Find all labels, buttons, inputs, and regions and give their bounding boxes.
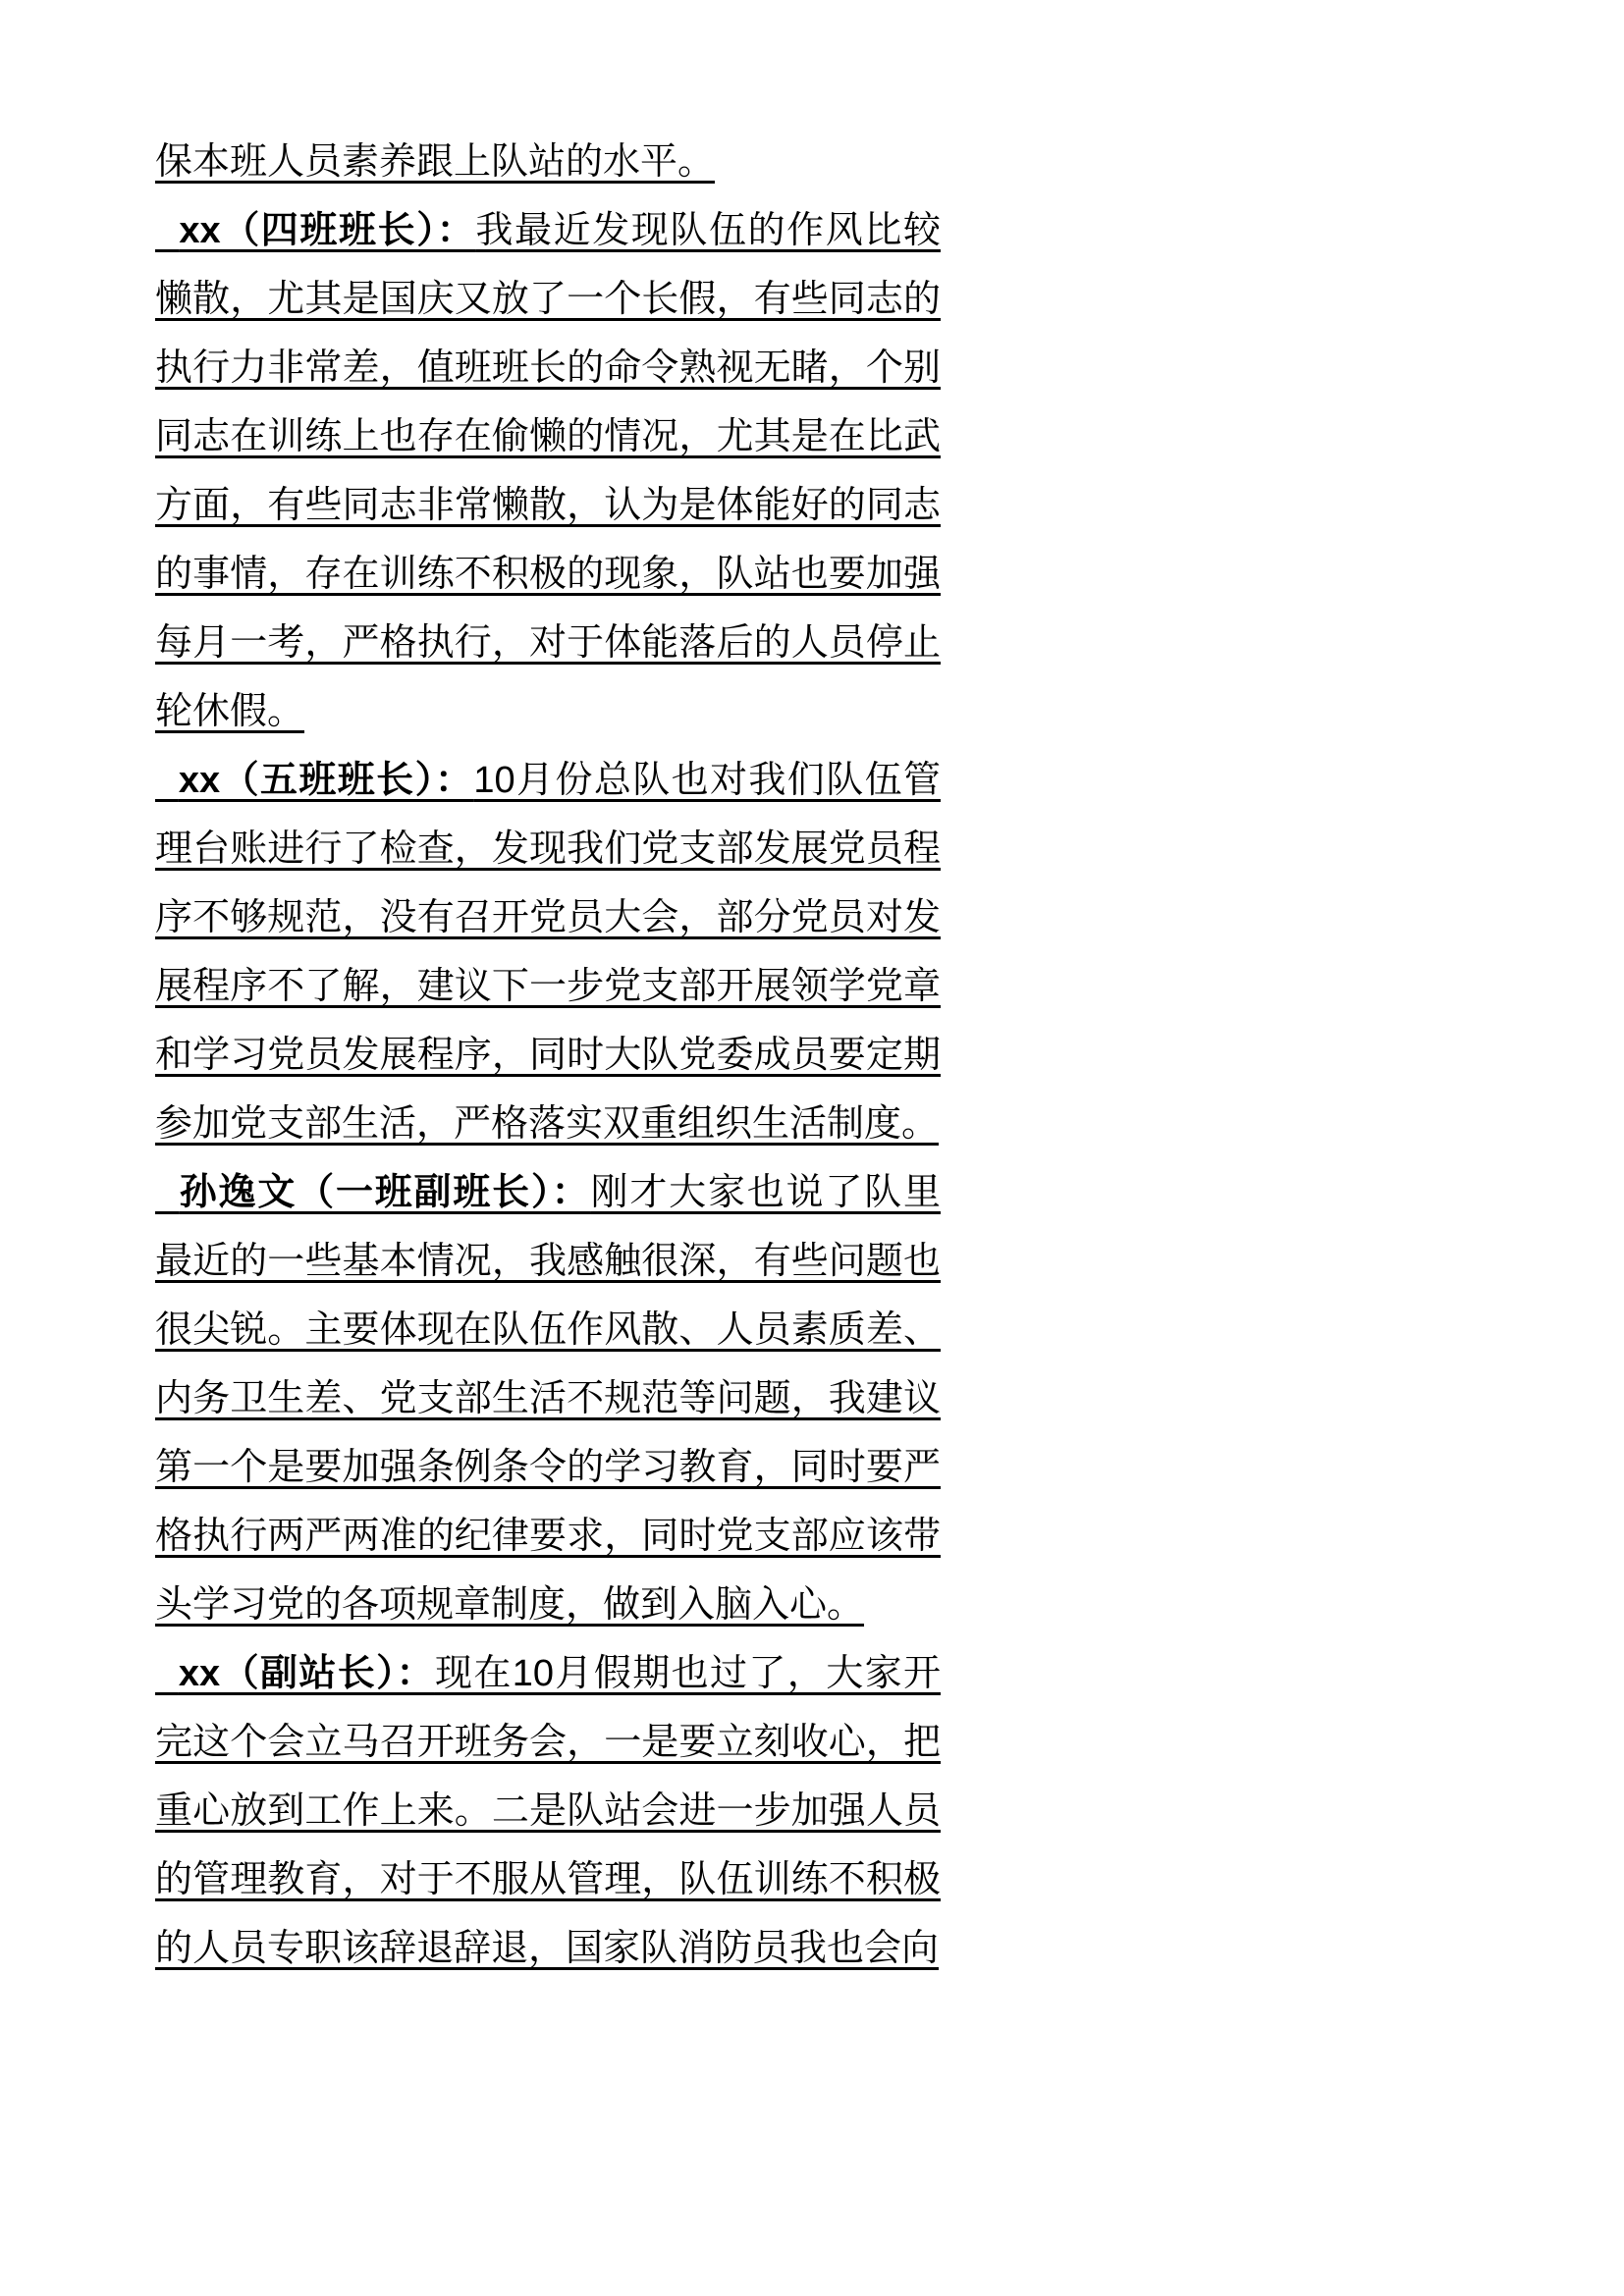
paragraph-continuation (155, 128, 941, 196)
paragraph-sun-yiwen (155, 1158, 941, 1639)
speaker-spacer (155, 210, 179, 251)
paragraph-fourth-squad-leader (155, 196, 941, 746)
speaker-spacer (155, 760, 179, 801)
paragraph-text: 保本班人员素养跟上队站的水平。 (155, 141, 716, 183)
paragraph-text: 10月份总队也对我们队伍管理台账进行了检查，发现我们党支部发展党员程序不够规范，没有召开党员大会，部分党员对发展程序不了解，建议下一步党支部开展领学党章和学习党员发展程序，同时大队党委成员要定期参加党支部生活，严格落实双重组织生活制度。 (155, 760, 941, 1145)
paragraph-fifth-squad-leader (155, 746, 941, 1158)
speaker-label: 孙逸文（一班副班长）： (179, 1172, 591, 1213)
speaker-label: xx（五班班长）： (178, 760, 474, 801)
paragraph-deputy-station-chief (155, 1639, 941, 1983)
document-body (155, 128, 941, 1983)
paragraph-text: 现在10月假期也过了，大家开完这个会立马召开班务会，一是要立刻收心，把重心放到工作上来。二是队站会进一步加强人员的管理教育，对于不服从管理，队伍训练不积极的人员专职该辞退辞退，国家队消防员我也会向 (155, 1653, 941, 1969)
speaker-spacer (155, 1172, 180, 1213)
speaker-spacer (155, 1653, 179, 1694)
speaker-label: xx（四班班长）： (179, 210, 476, 251)
paragraph-text: 刚才大家也说了队里最近的一些基本情况，我感触很深，有些问题也很尖锐。主要体现在队伍作风散、人员素质差、内务卫生差、党支部生活不规范等问题，我建议第一个是要加强条例条令的学习教育，同时要严格执行两严两准的纪律要求，同时党支部应该带头学习党的各项规章制度，做到入脑入心。 (155, 1172, 941, 1626)
speaker-label: xx（副站长）： (178, 1653, 435, 1694)
paragraph-text: 我最近发现队伍的作风比较懒散，尤其是国庆又放了一个长假，有些同志的执行力非常差，值班班长的命令熟视无睹，个别同志在训练上也存在偷懒的情况，尤其是在比武方面，有些同志非常懒散，认为是体能好的同志的事情，存在训练不积极的现象，队站也要加强每月一考，严格执行，对于体能落后的人员停止轮休假。 (155, 210, 941, 732)
